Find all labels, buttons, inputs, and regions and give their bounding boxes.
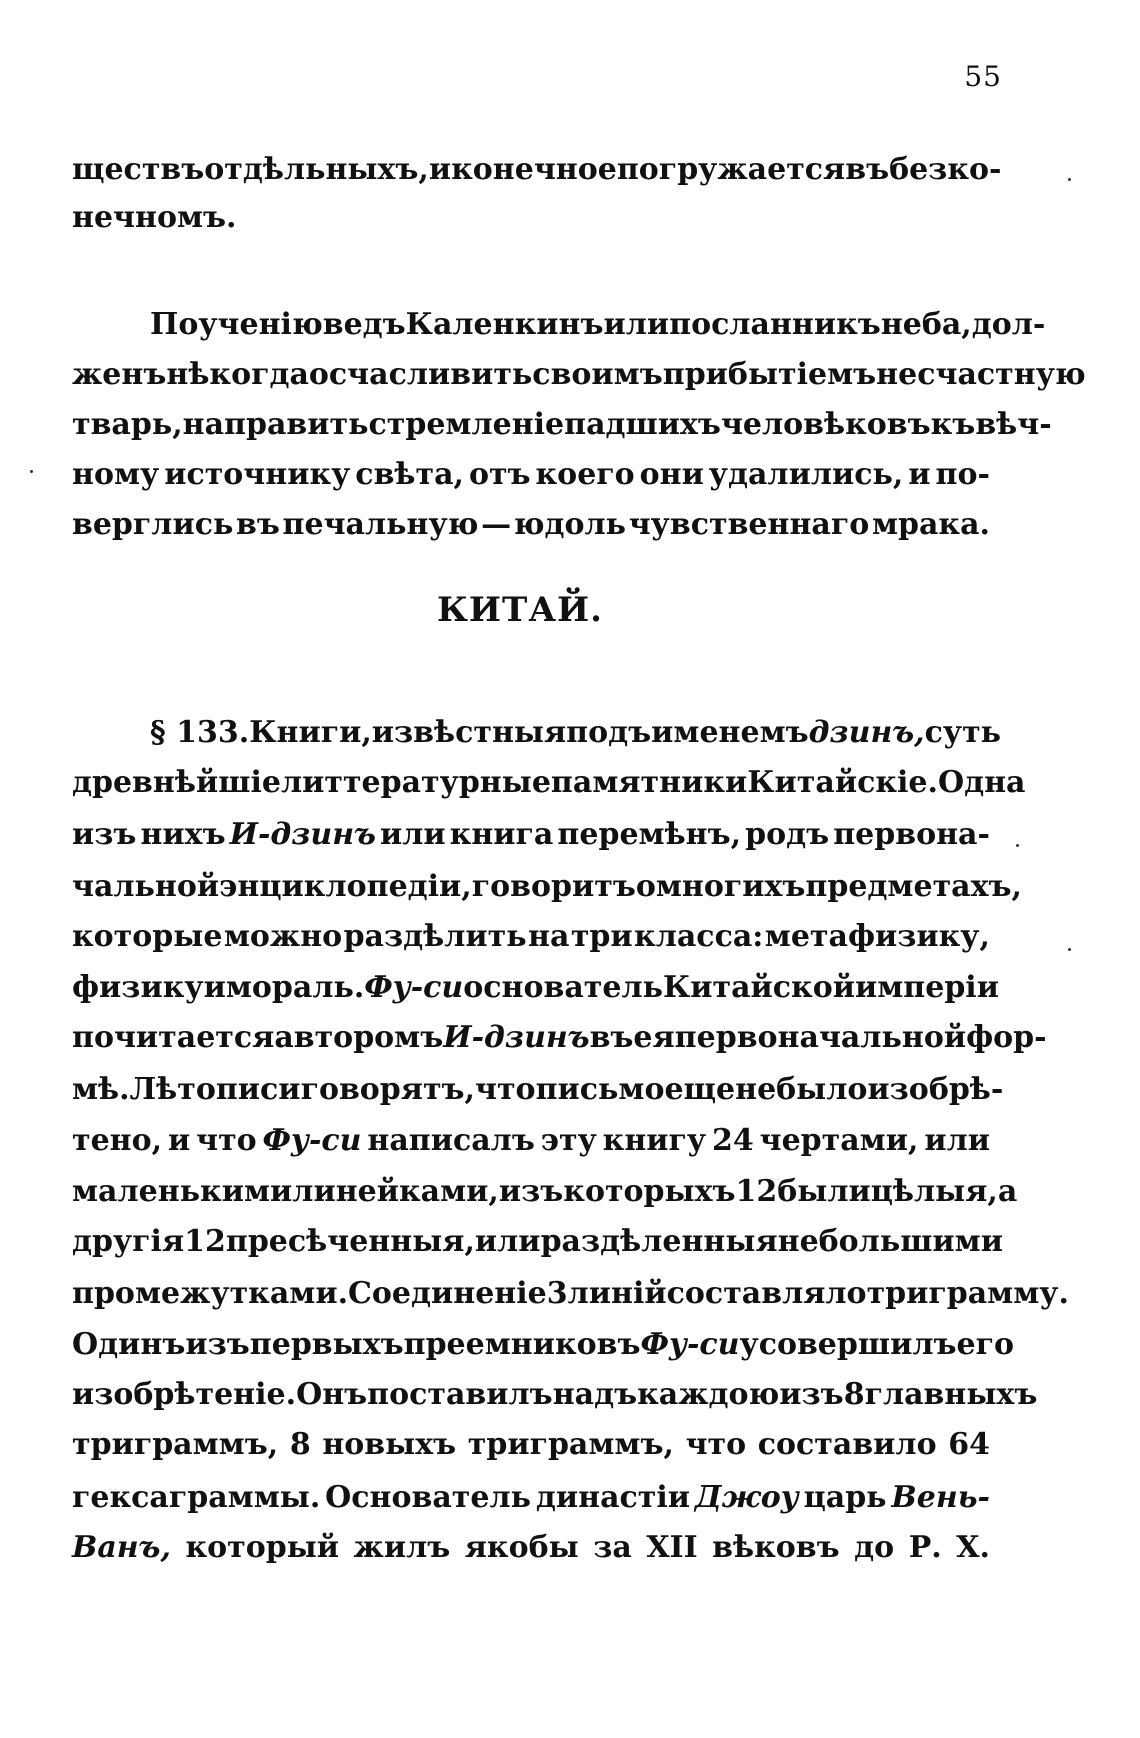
word: И-дзинъ (443, 1020, 590, 1055)
text-line (72, 963, 999, 1013)
word: Х. (956, 1530, 990, 1565)
word: до (854, 1530, 895, 1565)
word: Лѣтописи (129, 1072, 301, 1107)
word: посланникъ (669, 307, 881, 342)
word: говоритъ (471, 869, 636, 904)
text-line (72, 1420, 990, 1470)
word: первыхъ (249, 1327, 404, 1362)
word: мрака. (871, 507, 990, 542)
word: говорятъ, (300, 1072, 475, 1107)
word: юдоль (513, 507, 627, 542)
word: авторомъ (274, 1020, 444, 1055)
word: триграммъ, (72, 1427, 279, 1462)
word: неба, (880, 307, 972, 342)
text-line (72, 400, 1052, 450)
word: и (167, 1123, 191, 1158)
word: 8 (289, 1427, 311, 1462)
word: нечномъ. (72, 200, 237, 235)
word: надъ (552, 1377, 638, 1412)
word: вѣч- (975, 407, 1052, 442)
word: первоначальной (674, 1020, 967, 1055)
word: или (474, 1224, 541, 1259)
text-line (72, 1473, 990, 1523)
word: можно (223, 919, 343, 954)
word: несчастную (876, 357, 1086, 392)
word: было (776, 1072, 868, 1107)
word: преемниковъ (403, 1327, 641, 1362)
word: изъ (498, 1174, 564, 1209)
word: изъ (185, 1327, 250, 1362)
word: древнѣйшіе (72, 765, 281, 800)
word: дзинъ, (808, 715, 925, 750)
word: изъ (779, 1377, 844, 1412)
word: новыхъ (322, 1427, 457, 1462)
word: или (924, 1123, 990, 1158)
word: женъ (72, 357, 167, 392)
word: печальную (282, 507, 479, 542)
word: фор- (966, 1020, 1047, 1055)
word: еще (664, 1072, 736, 1107)
word: линейками, (292, 1174, 499, 1209)
word: И-дзинъ (229, 817, 376, 852)
word: которыхъ (563, 1174, 736, 1209)
word: подъ (566, 715, 652, 750)
word: источнику (164, 457, 351, 492)
word: въ (236, 507, 280, 542)
word: Каленкинъ (405, 307, 604, 342)
text-line (72, 1370, 1038, 1420)
word: изобрѣтеніе. (72, 1377, 297, 1412)
word: ея (633, 1020, 675, 1055)
word: По (150, 307, 199, 342)
word: нихъ (140, 817, 226, 852)
word: Джоу (694, 1480, 799, 1515)
word: книга (449, 817, 554, 852)
word: и (428, 152, 452, 187)
word: составляло (666, 1276, 867, 1311)
page-number: 55 (964, 60, 1002, 93)
word: о (635, 869, 656, 904)
text-line (150, 708, 1002, 758)
print-speck (1016, 844, 1019, 847)
word: были (777, 1174, 871, 1209)
word: — (481, 507, 512, 542)
word: Китайской (662, 970, 855, 1005)
word: ученію (198, 307, 323, 342)
word: Одинъ (72, 1327, 186, 1362)
print-speck (1068, 948, 1071, 951)
text-line (72, 1320, 1015, 1370)
text-line (72, 758, 1026, 808)
word: раздѣленныя (540, 1224, 778, 1259)
word: именемъ (651, 715, 809, 750)
word: класса: (634, 919, 764, 954)
word: линій (567, 1276, 667, 1311)
word: промежутками. (72, 1276, 349, 1311)
word: что (475, 1072, 536, 1107)
word: отдѣльныхъ, (204, 152, 429, 187)
word: первона- (833, 817, 990, 852)
word: XII (646, 1530, 698, 1565)
word: имперіи (854, 970, 999, 1005)
word: который (185, 1530, 340, 1565)
word: династіи (535, 1480, 691, 1515)
word: маленькими (72, 1174, 293, 1209)
word: гексаграммы. (72, 1480, 321, 1515)
word: метафизику, (764, 919, 990, 954)
word: или (603, 307, 670, 342)
word: Ванъ, (72, 1530, 171, 1565)
word: 64 (948, 1427, 990, 1462)
word: мораль. (225, 970, 365, 1005)
word: триграмму. (866, 1276, 1069, 1311)
text-line (72, 350, 1086, 400)
word: коего (535, 457, 635, 492)
word: 12 (735, 1174, 778, 1209)
word: не (777, 1224, 819, 1259)
word: § 133. (150, 715, 250, 750)
word: нѣкогда (166, 357, 309, 392)
word: 8 (843, 1377, 865, 1412)
word: чальной (72, 869, 220, 904)
word: царь (803, 1480, 887, 1515)
word: Фу-си (262, 1123, 362, 1158)
word: въ (589, 1020, 634, 1055)
word: а (997, 1174, 1018, 1209)
word: триграммъ, (467, 1427, 674, 1462)
word: по- (935, 457, 990, 492)
text-line (72, 1217, 1003, 1267)
word: къ (930, 407, 976, 442)
word: предметахъ, (805, 869, 1022, 904)
text-line (72, 193, 990, 243)
word: Фу-си (364, 970, 464, 1005)
word: чувственнаго (628, 507, 870, 542)
word: верглись (72, 507, 234, 542)
word: прибытіемъ (662, 357, 877, 392)
word: раздѣлить (343, 919, 527, 954)
text-line (72, 450, 990, 500)
word: отъ (468, 457, 531, 492)
word: погружается (616, 152, 846, 187)
word: извѣстныя (371, 715, 567, 750)
text-line (72, 1269, 1069, 1319)
word: письмо (535, 1072, 665, 1107)
word: каждою (637, 1377, 780, 1412)
text-line (72, 912, 990, 962)
word: на (528, 919, 570, 954)
word: перемѣнъ, (557, 817, 742, 852)
word: ществъ (72, 152, 205, 187)
word: 3 (546, 1276, 568, 1311)
word: Одна (937, 765, 1026, 800)
word: вѣковъ (712, 1530, 840, 1565)
word: якобы (464, 1530, 579, 1565)
word: и (908, 457, 931, 492)
text-line (72, 145, 1002, 195)
text-line (72, 500, 990, 550)
word: изобрѣ- (867, 1072, 1004, 1107)
word: Р. (908, 1530, 942, 1565)
word: и (203, 970, 226, 1005)
word: стремленіе (368, 407, 565, 442)
word: жилъ (353, 1530, 451, 1565)
word: 24 (712, 1123, 754, 1158)
word: своимъ (532, 357, 663, 392)
word: Китайскіе. (747, 765, 938, 800)
word: что (196, 1123, 257, 1158)
word: ведъ (322, 307, 406, 342)
word: 12 (184, 1224, 226, 1259)
word: большими (818, 1224, 1003, 1259)
word: пресѣченныя, (225, 1224, 475, 1259)
word: Онъ (296, 1377, 368, 1412)
print-speck (1068, 178, 1071, 181)
word: памятники (550, 765, 748, 800)
word: не (735, 1072, 777, 1107)
word: тварь, (72, 407, 183, 442)
word: суть (924, 715, 1002, 750)
word: родъ (745, 817, 830, 852)
word: три (570, 919, 633, 954)
word: мѣ. (72, 1072, 130, 1107)
word: физику (72, 970, 204, 1005)
text-line (72, 1065, 1004, 1115)
text-line (72, 810, 990, 860)
word: основатель (463, 970, 663, 1005)
word: конечное (451, 152, 617, 187)
word: Книги, (249, 715, 372, 750)
word: направить (182, 407, 369, 442)
print-speck (30, 470, 33, 473)
word: которые (72, 919, 223, 954)
word: удалились, (708, 457, 904, 492)
word: ному (72, 457, 160, 492)
word: другія (72, 1224, 185, 1259)
word: Соединеніе (348, 1276, 547, 1311)
word: цѣлыя, (870, 1174, 998, 1209)
word: безко- (889, 152, 1002, 187)
word: они (639, 457, 704, 492)
word: книгу (602, 1123, 707, 1158)
text-line (150, 300, 1046, 350)
word: эту (540, 1123, 597, 1158)
word: Основатель (325, 1480, 531, 1515)
word: главныхъ (864, 1377, 1038, 1412)
word: дол- (971, 307, 1046, 342)
word: что (685, 1427, 747, 1462)
text-line (72, 1523, 990, 1573)
word: падшихъ (564, 407, 721, 442)
word: свѣта, (355, 457, 464, 492)
word: изъ (72, 817, 137, 852)
word: чертами, (759, 1123, 919, 1158)
word: составило (757, 1427, 937, 1462)
word: поставилъ (367, 1377, 553, 1412)
word: или (379, 817, 446, 852)
text-line (72, 1167, 1018, 1217)
text-line (72, 1116, 990, 1166)
word: почитается (72, 1020, 275, 1055)
word: написалъ (367, 1123, 535, 1158)
word: энциклопедіи, (219, 869, 472, 904)
word: за (593, 1530, 632, 1565)
word: многихъ (655, 869, 806, 904)
section-heading: КИТАЙ. (436, 590, 603, 630)
word: осчасливить (308, 357, 533, 392)
word: Вень- (891, 1480, 990, 1515)
word: Фу-си (640, 1327, 740, 1362)
word: человѣковъ (720, 407, 931, 442)
word: усовершилъ (739, 1327, 957, 1362)
text-line (72, 1013, 1047, 1063)
word: тено, (72, 1123, 163, 1158)
word: литтературные (280, 765, 551, 800)
word: его (956, 1327, 1015, 1362)
word: въ (845, 152, 890, 187)
text-line (72, 862, 1022, 912)
